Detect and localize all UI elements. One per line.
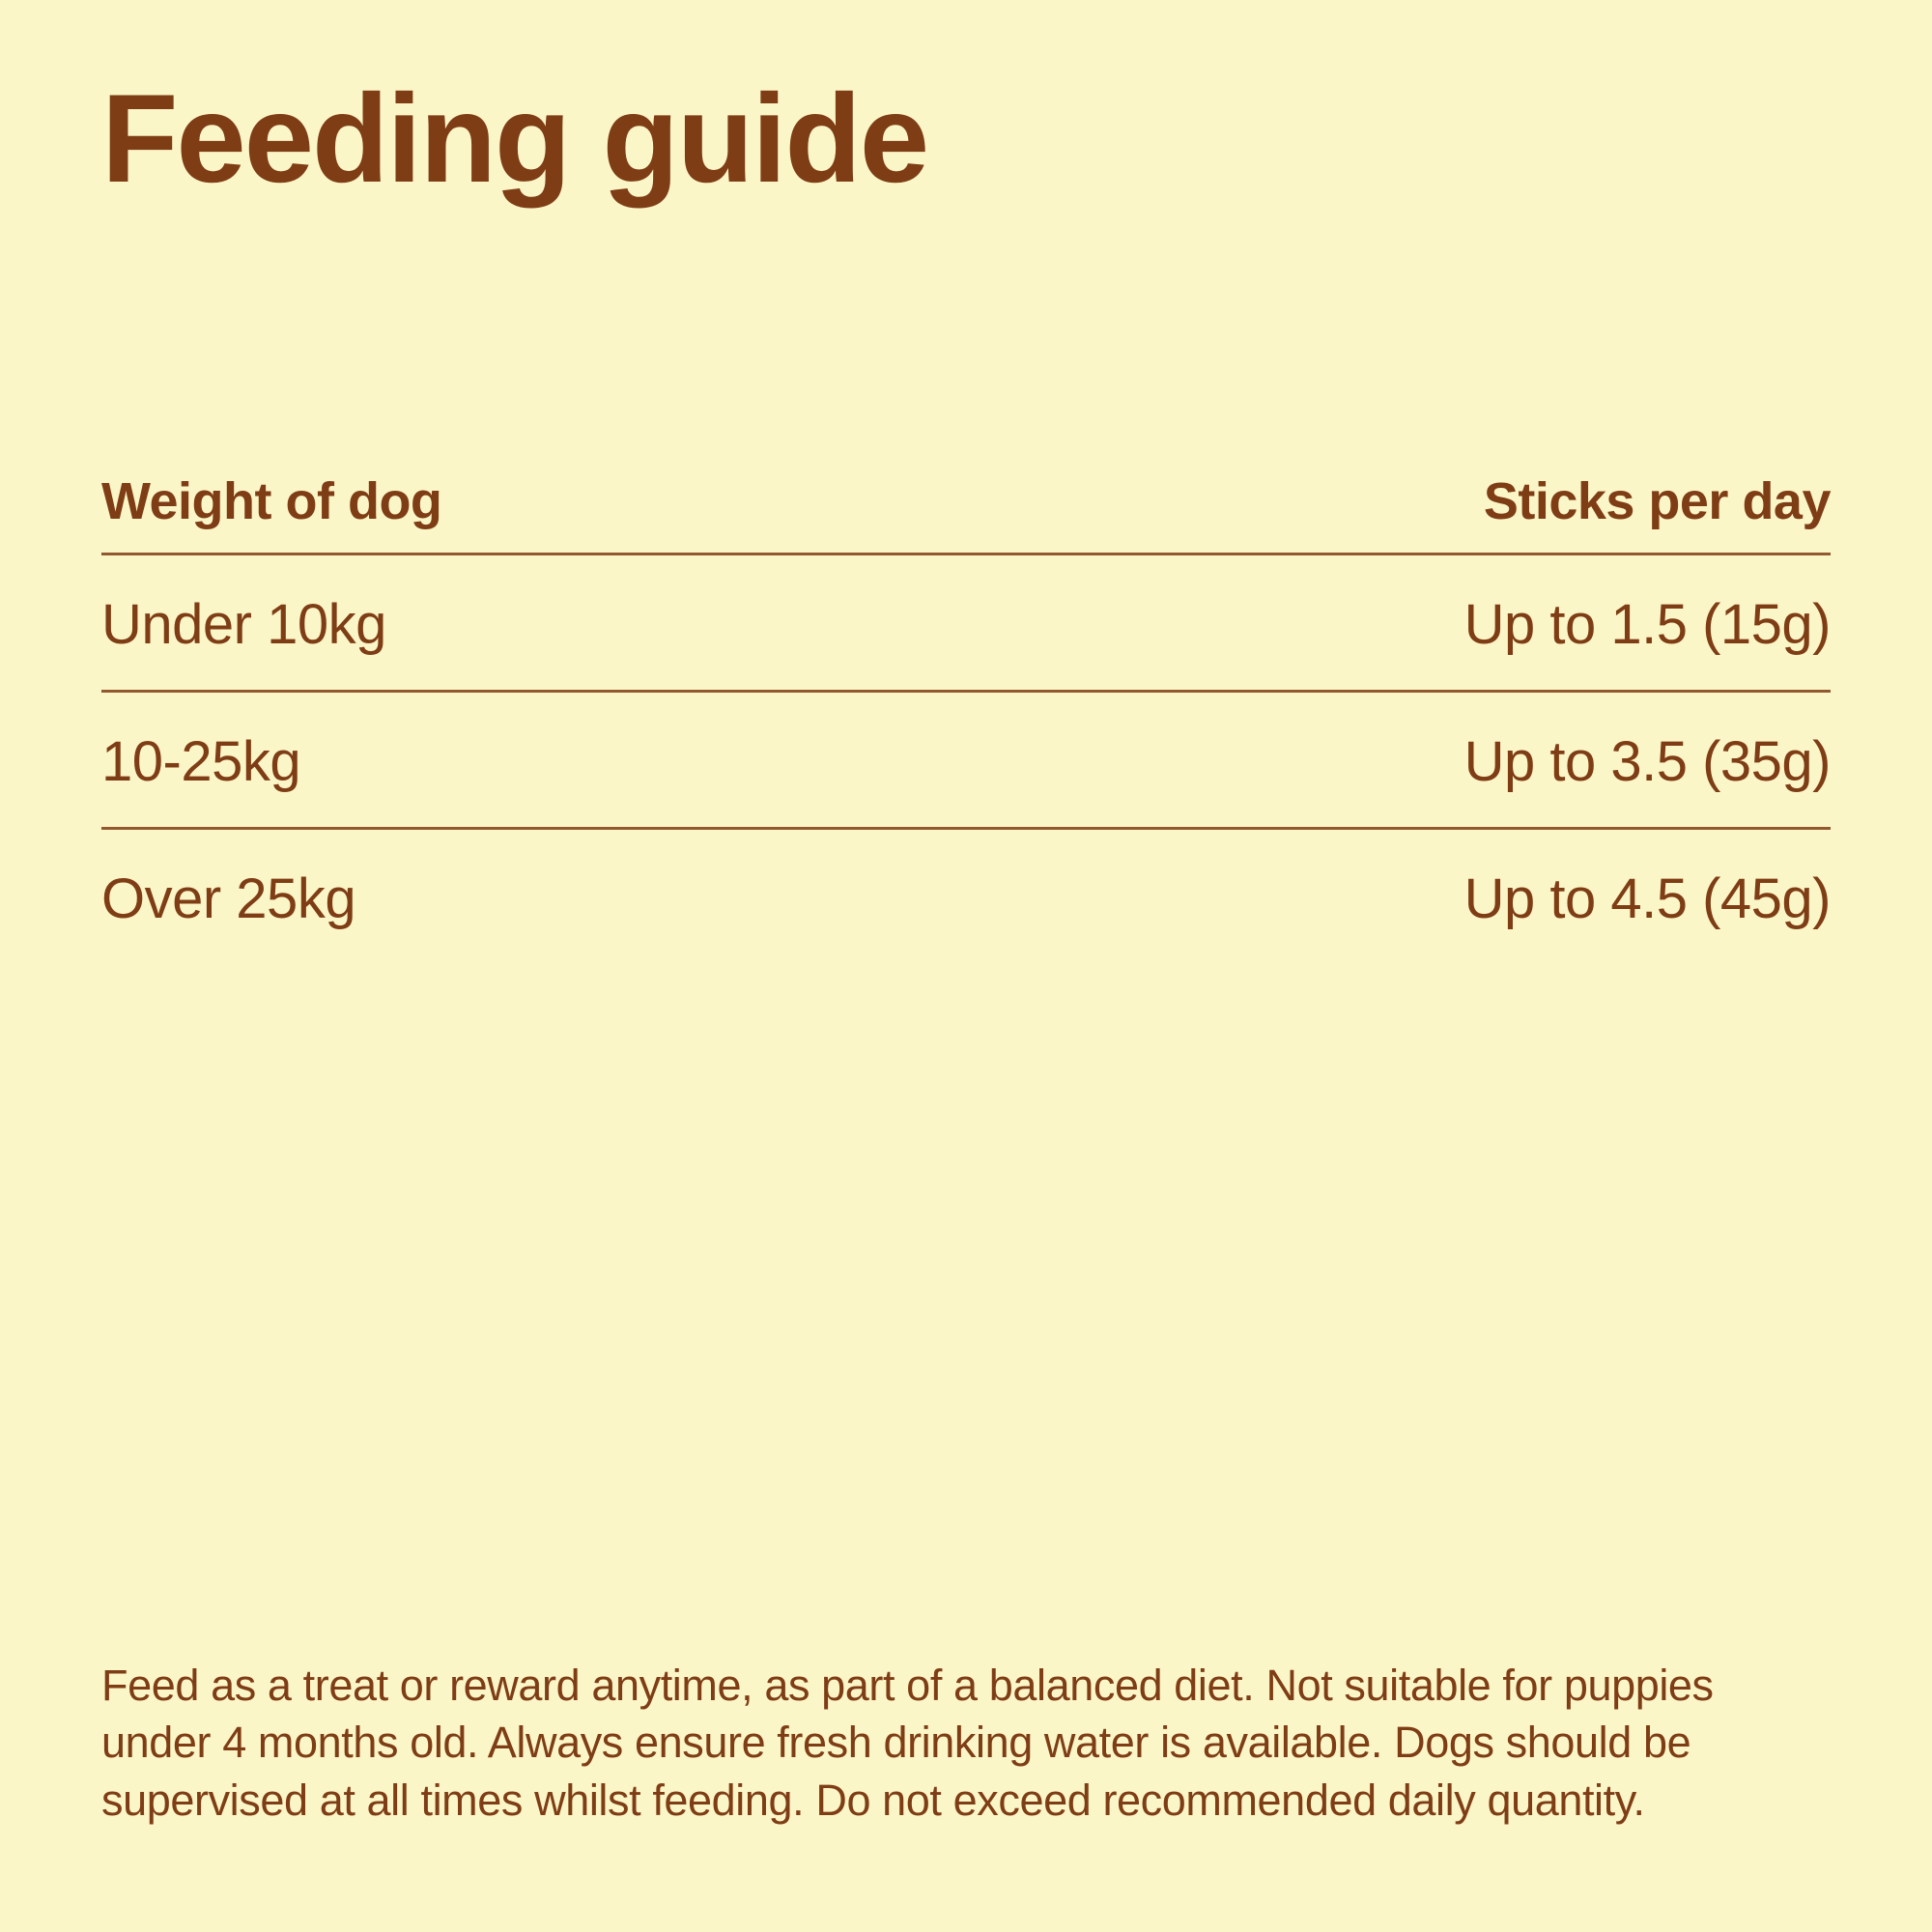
- column-header-weight: Weight of dog: [101, 472, 442, 530]
- table-row: [101, 693, 1831, 827]
- cell-sticks: Up to 4.5 (45g): [1463, 867, 1831, 930]
- feeding-note: Feed as a treat or reward anytime, as part of a balanced diet. Not suitable for puppies under 4 months old. Always ensure fresh drinking water is available. Dogs should be supervised at all times whilst feeding. Do not exceed recommended daily quantity.: [101, 1661, 1714, 1825]
- table-divider: [101, 827, 1831, 830]
- column-header-sticks: Sticks per day: [1483, 472, 1831, 530]
- cell-sticks: Up to 3.5 (35g): [1463, 730, 1831, 793]
- table-row: [101, 555, 1831, 690]
- cell-sticks: Up to 1.5 (15g): [1463, 593, 1831, 656]
- table-divider: [101, 690, 1831, 693]
- table-divider: [101, 553, 1831, 555]
- cell-weight: Over 25kg: [101, 867, 356, 930]
- page-title: Feeding guide: [101, 68, 928, 209]
- table-row: [101, 830, 1831, 964]
- table-header-row: [101, 471, 1831, 553]
- feeding-guide-table: [101, 471, 1831, 964]
- cell-weight: Under 10kg: [101, 593, 386, 656]
- cell-weight: 10-25kg: [101, 730, 301, 793]
